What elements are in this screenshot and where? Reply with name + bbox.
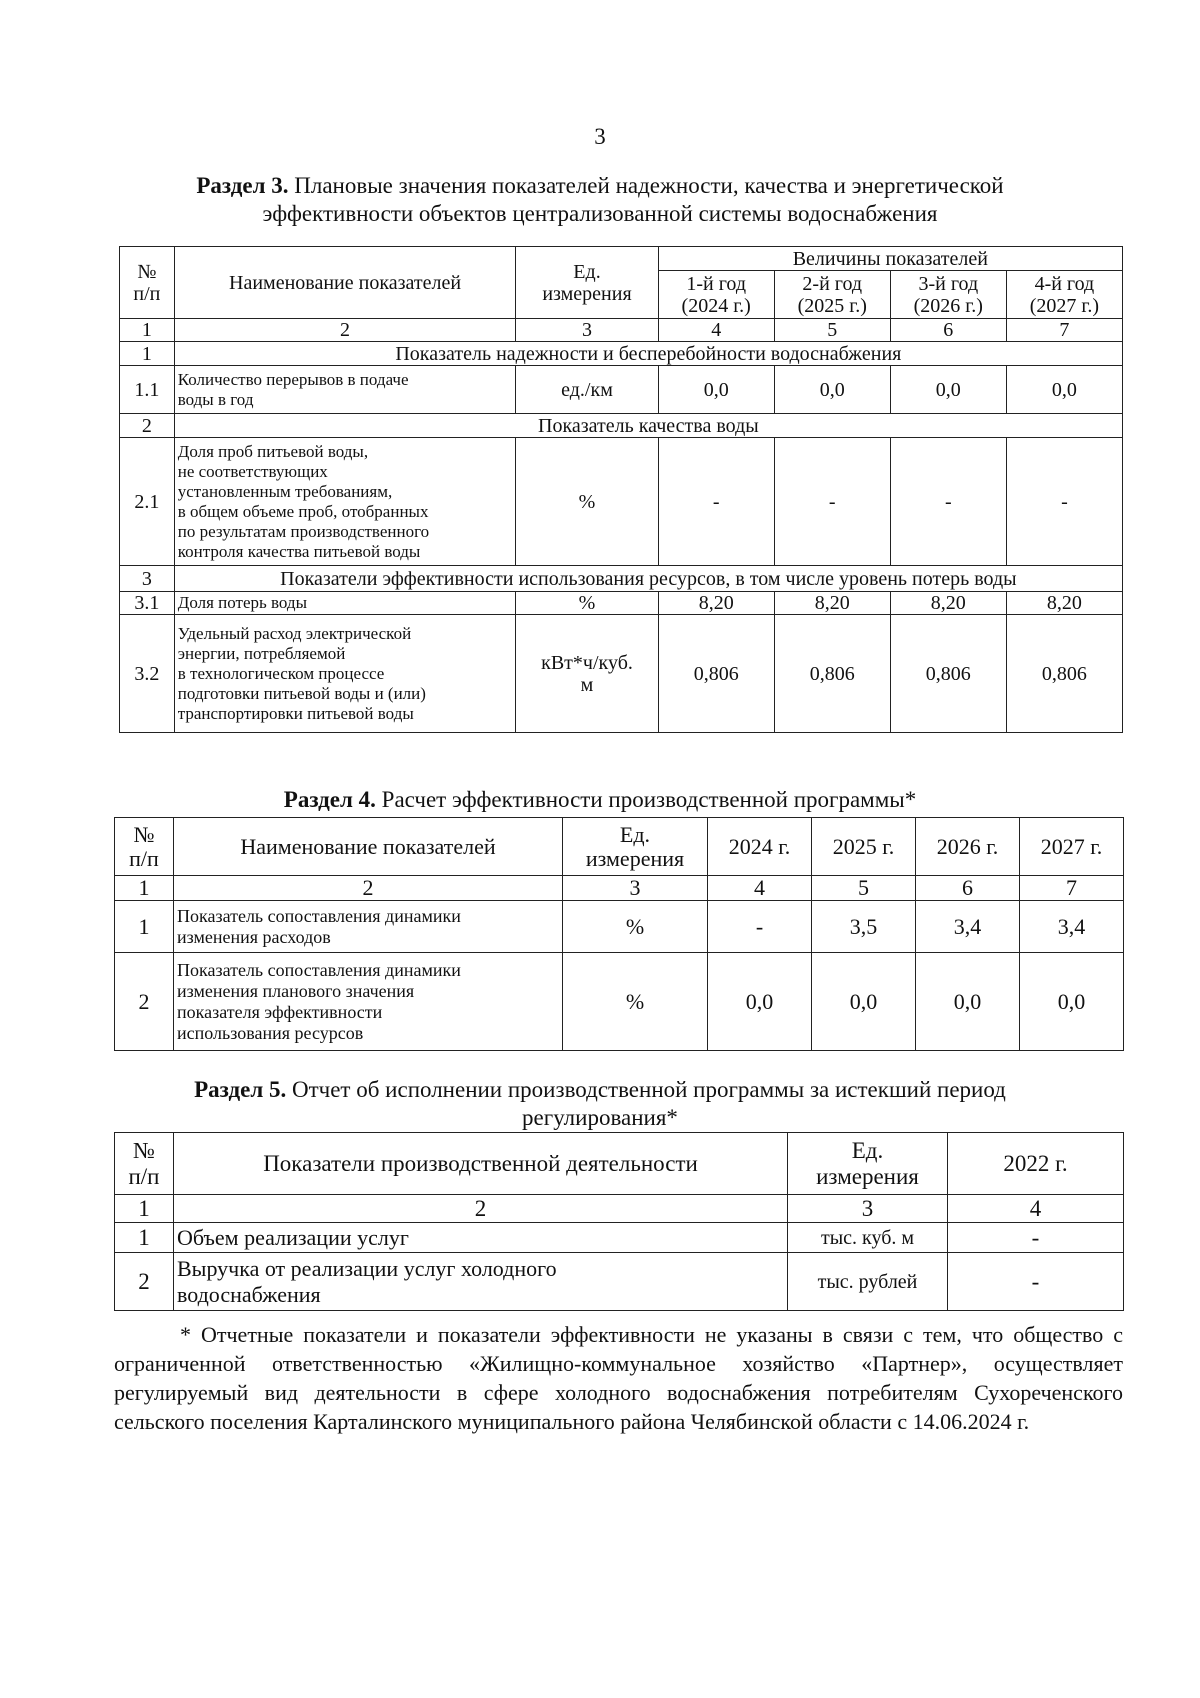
section-5-heading [0, 1076, 1200, 1132]
row-num: 2 [115, 953, 174, 1051]
row-name: Доля потерь воды [174, 592, 516, 615]
row-value: 0,806 [890, 615, 1006, 733]
row-name: Количество перерывов в подаче воды в год [174, 366, 516, 414]
col-number: 7 [1006, 319, 1122, 342]
section-4-heading [0, 786, 1200, 814]
row-num: 2 [115, 1253, 174, 1311]
header-num: № п/п [115, 818, 174, 876]
col-number: 7 [1020, 876, 1124, 901]
table-row [120, 438, 1123, 566]
row-value: 0,0 [812, 953, 916, 1051]
header-num: № п/п [120, 247, 175, 319]
row-name: Выручка от реализации услуг холодного водоснабжения [174, 1253, 788, 1311]
group-num: 1 [120, 342, 175, 366]
group-title: Показатели эффективности использования ресурсов, в том числе уровень потерь воды [174, 566, 1122, 592]
group-title: Показатель качества воды [174, 414, 1122, 438]
section-3-table [119, 246, 1123, 733]
footnote-text: * Отчетные показатели и показатели эффективности не указаны в связи с тем, что общество с ограниченной ответственностью «Жилищно-коммунальное хозяйство «Партнер», осуществляет регулируемый вид деятельности в сфере холодного водоснабжения потребителям Сухореченского сельского поселения Карталинского муниципального района Челябинской области с 14.06.2024 г. [114, 1322, 1123, 1434]
section-5-label: Раздел 5. [194, 1077, 287, 1102]
header-name: Показатели производственной деятельности [174, 1133, 788, 1195]
header-year: 4-й год (2027 г.) [1006, 271, 1122, 319]
group-row [120, 414, 1123, 438]
col-number: 1 [120, 319, 175, 342]
row-value: 8,20 [1006, 592, 1122, 615]
row-value: 0,806 [774, 615, 890, 733]
table-row [115, 1253, 1124, 1311]
row-value: - [948, 1223, 1124, 1253]
row-unit: % [516, 592, 658, 615]
row-value: 3,5 [812, 901, 916, 953]
group-num: 2 [120, 414, 175, 438]
col-number: 4 [948, 1195, 1124, 1223]
row-value: 8,20 [658, 592, 774, 615]
table-header-row [115, 1133, 1124, 1195]
row-unit: тыс. куб. м [788, 1223, 948, 1253]
row-value: 0,0 [890, 366, 1006, 414]
row-name: Удельный расход электрической энергии, потребляемой в технологическом процессе подготовки питьевой воды и (или) транспортировки питьевой воды [174, 615, 516, 733]
row-value: 0,0 [916, 953, 1020, 1051]
group-row [120, 566, 1123, 592]
col-number: 1 [115, 1195, 174, 1223]
row-value: 3,4 [1020, 901, 1124, 953]
row-value: - [890, 438, 1006, 566]
table-row [115, 901, 1124, 953]
row-value: 0,0 [708, 953, 812, 1051]
col-number: 6 [890, 319, 1006, 342]
header-year: 2027 г. [1020, 818, 1124, 876]
col-number: 4 [708, 876, 812, 901]
row-name: Показатель сопоставления динамики изменения планового значения показателя эффективности использования ресурсов [174, 953, 563, 1051]
col-number: 2 [174, 319, 516, 342]
group-title: Показатель надежности и бесперебойности водоснабжения [174, 342, 1122, 366]
row-num: 1 [115, 1223, 174, 1253]
table-row [120, 592, 1123, 615]
column-number-row [115, 876, 1124, 901]
section-3-title-line2: эффективности объектов централизованной системы водоснабжения [262, 201, 938, 226]
section-5-title-line1: Отчет об исполнении производственной программы за истекший период [291, 1077, 1006, 1102]
row-value: - [948, 1253, 1124, 1311]
section-4-table [114, 817, 1124, 1051]
row-unit: % [563, 901, 708, 953]
row-value: 0,0 [774, 366, 890, 414]
col-number: 4 [658, 319, 774, 342]
table-row [115, 1223, 1124, 1253]
row-value: 0,0 [1020, 953, 1124, 1051]
table-row [120, 366, 1123, 414]
section-3-title-line1: Плановые значения показателей надежности, качества и энергетической [294, 173, 1004, 198]
row-value: 0,806 [1006, 615, 1122, 733]
row-num: 1.1 [120, 366, 175, 414]
header-unit: Ед. измерения [563, 818, 708, 876]
section-5-title-line2: регулирования* [522, 1105, 678, 1130]
row-unit: кВт*ч/куб. м [516, 615, 658, 733]
table-header-row [115, 818, 1124, 876]
page-number: 3 [594, 124, 606, 149]
header-year: 3-й год (2026 г.) [890, 271, 1006, 319]
col-number: 1 [115, 876, 174, 901]
section-5-table [114, 1132, 1124, 1311]
header-num: № п/п [115, 1133, 174, 1195]
section-4-title: Расчет эффективности производственной программы* [381, 787, 917, 812]
table-row [115, 953, 1124, 1051]
row-name: Объем реализации услуг [174, 1223, 788, 1253]
header-year: 2025 г. [812, 818, 916, 876]
row-value: 3,4 [916, 901, 1020, 953]
row-value: - [1006, 438, 1122, 566]
row-unit: тыс. рублей [788, 1253, 948, 1311]
row-name: Доля проб питьевой воды, не соответствующих установленным требованиям, в общем объеме проб, отобранных по результатам производственного контроля качества питьевой воды [174, 438, 516, 566]
row-value: 0,806 [658, 615, 774, 733]
footnote [114, 1320, 1123, 1436]
section-4-label: Раздел 4. [283, 787, 376, 812]
header-year: 2-й год (2025 г.) [774, 271, 890, 319]
section-3-label: Раздел 3. [196, 173, 289, 198]
group-num: 3 [120, 566, 175, 592]
row-value: 8,20 [890, 592, 1006, 615]
section-3-heading [0, 172, 1200, 228]
header-year: 2022 г. [948, 1133, 1124, 1195]
row-value: - [774, 438, 890, 566]
header-name: Наименование показателей [174, 818, 563, 876]
table-header-row [120, 247, 1123, 271]
col-number: 3 [788, 1195, 948, 1223]
header-unit: Ед. измерения [516, 247, 658, 319]
row-unit: % [516, 438, 658, 566]
header-values: Величины показателей [658, 247, 1122, 271]
col-number: 2 [174, 876, 563, 901]
row-num: 3.1 [120, 592, 175, 615]
row-num: 3.2 [120, 615, 175, 733]
col-number: 2 [174, 1195, 788, 1223]
header-year: 2026 г. [916, 818, 1020, 876]
col-number: 5 [774, 319, 890, 342]
row-value: 8,20 [774, 592, 890, 615]
row-name: Показатель сопоставления динамики изменения расходов [174, 901, 563, 953]
col-number: 5 [812, 876, 916, 901]
header-unit: Ед. измерения [788, 1133, 948, 1195]
table-row [120, 615, 1123, 733]
header-year: 1-й год (2024 г.) [658, 271, 774, 319]
col-number: 6 [916, 876, 1020, 901]
col-number: 3 [516, 319, 658, 342]
row-num: 2.1 [120, 438, 175, 566]
col-number: 3 [563, 876, 708, 901]
column-number-row [115, 1195, 1124, 1223]
row-value: - [708, 901, 812, 953]
row-value: 0,0 [658, 366, 774, 414]
header-year: 2024 г. [708, 818, 812, 876]
row-value: 0,0 [1006, 366, 1122, 414]
row-unit: ед./км [516, 366, 658, 414]
row-unit: % [563, 953, 708, 1051]
header-name: Наименование показателей [174, 247, 516, 319]
row-value: - [658, 438, 774, 566]
column-number-row [120, 319, 1123, 342]
group-row [120, 342, 1123, 366]
row-num: 1 [115, 901, 174, 953]
